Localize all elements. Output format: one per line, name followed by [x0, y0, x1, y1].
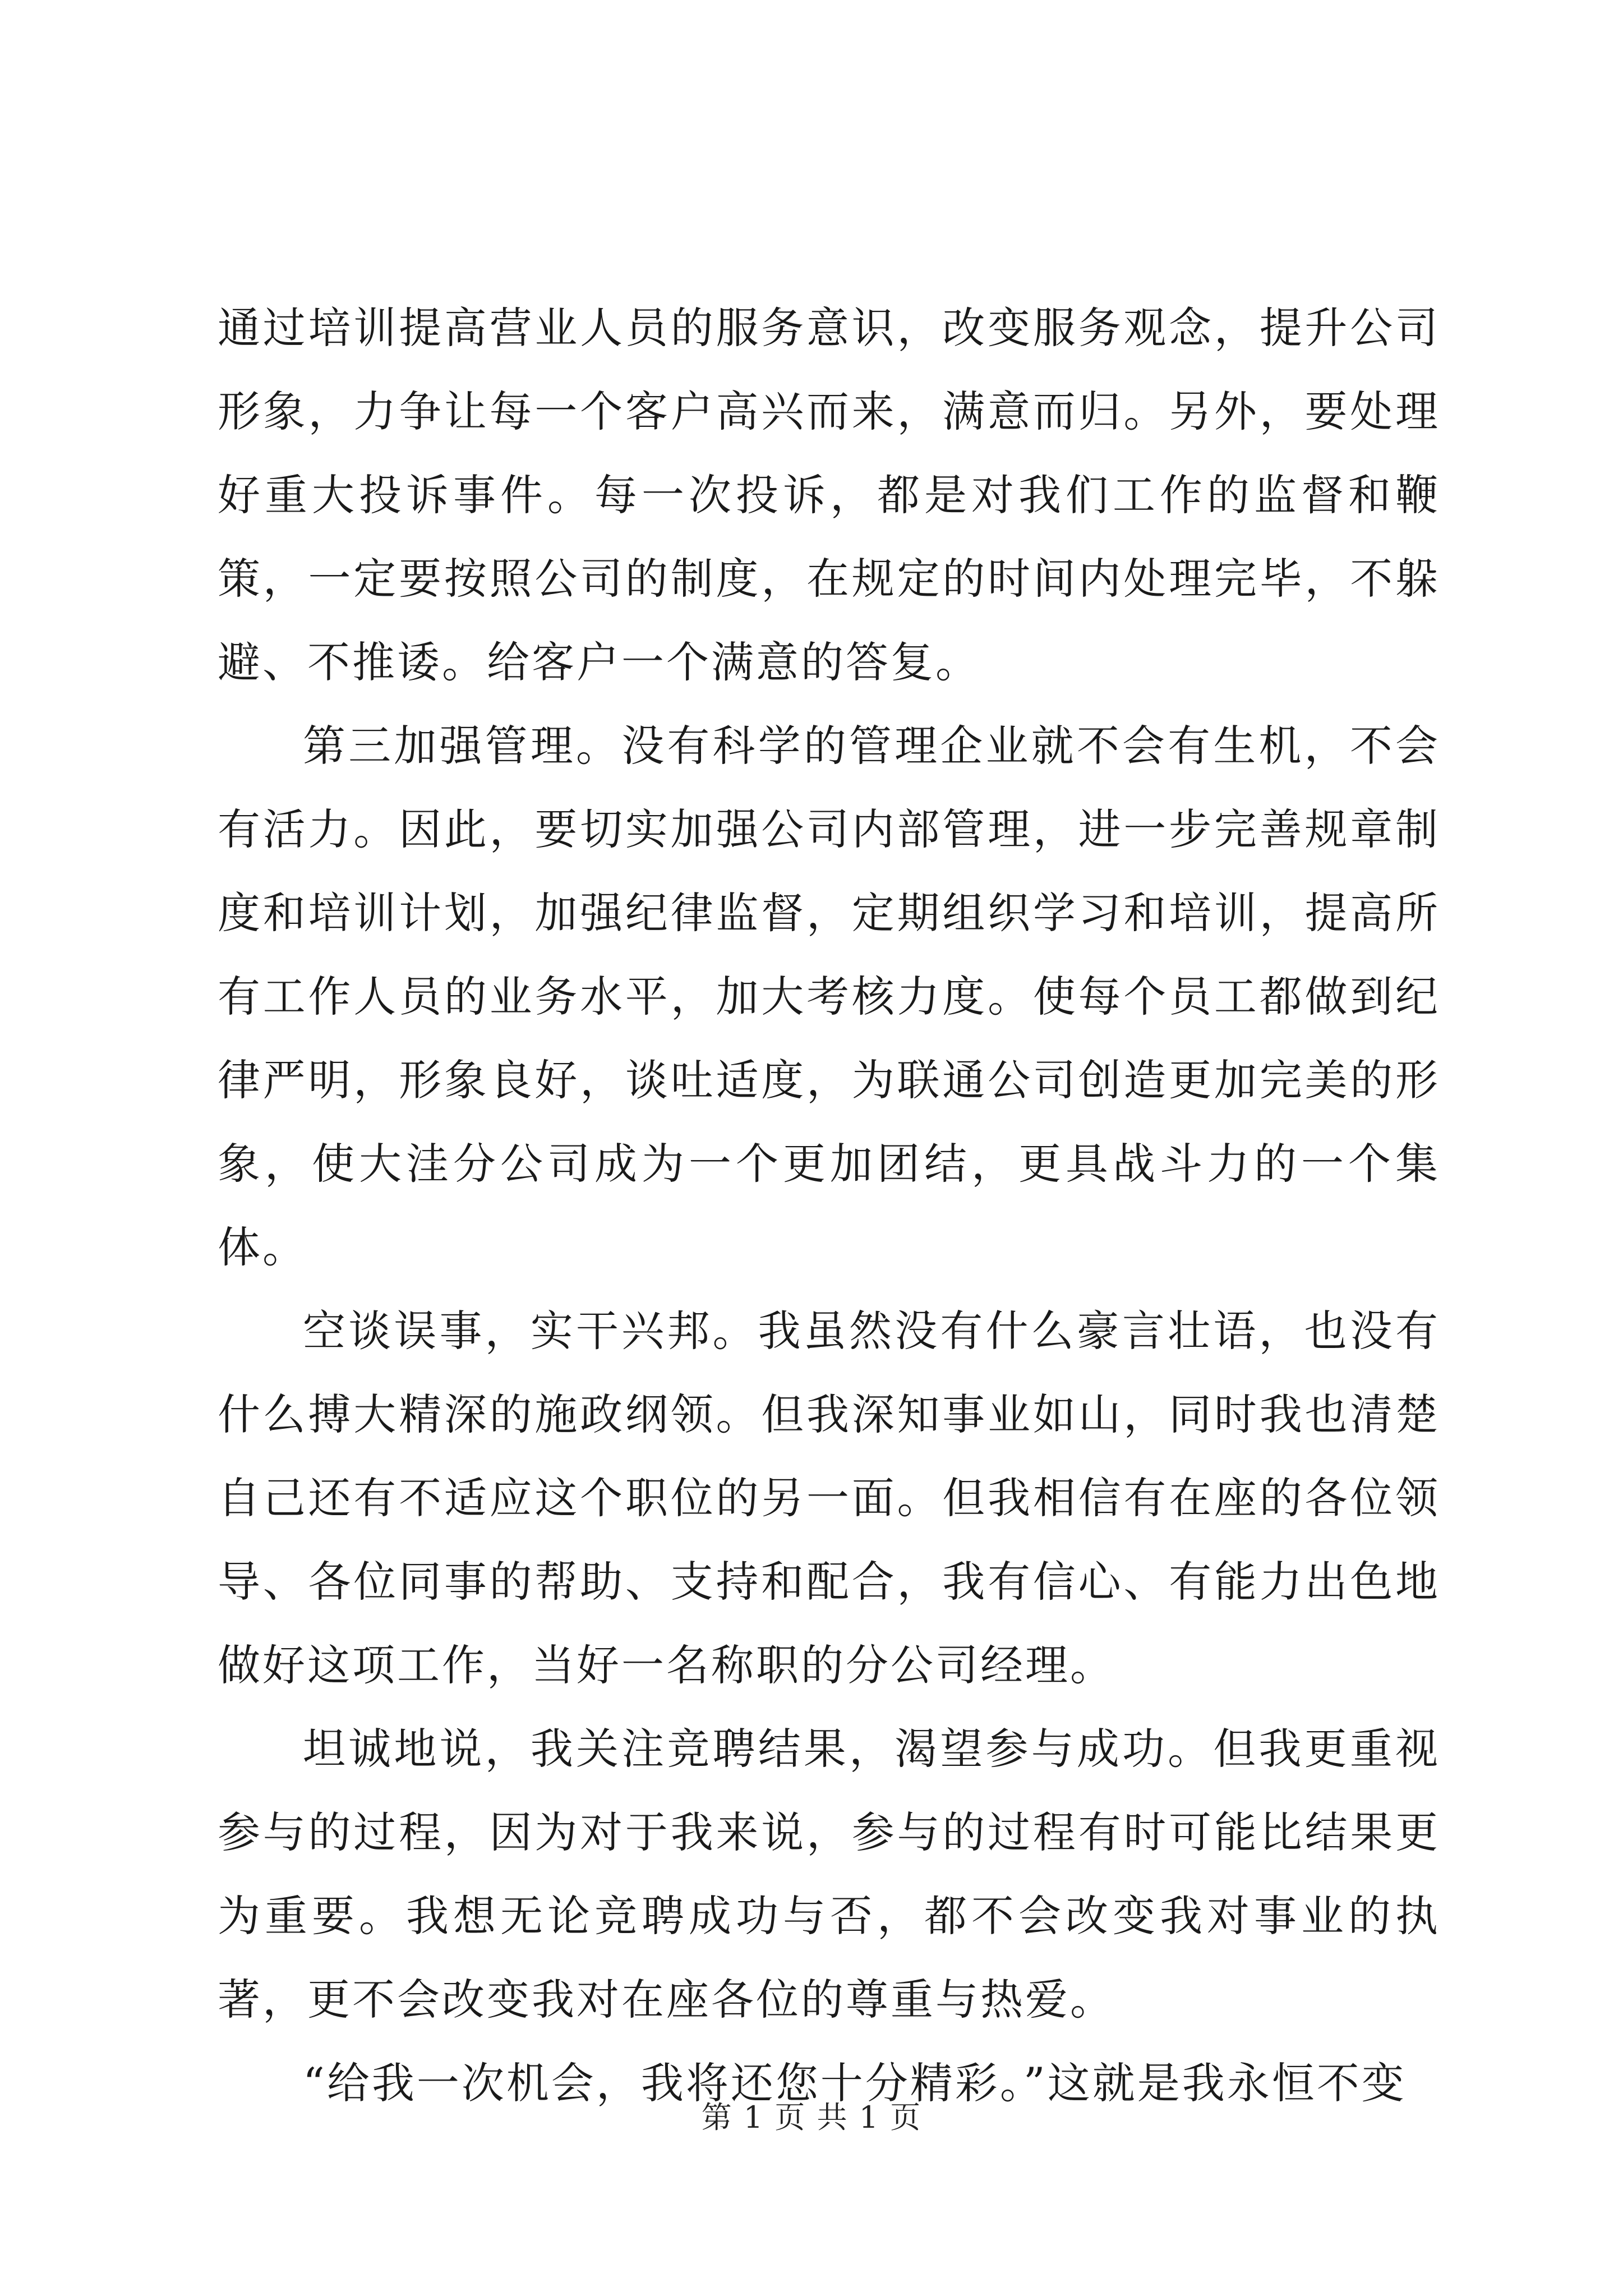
page-footer: 第 1 页 共 1 页 — [701, 2100, 922, 2135]
paragraph-4: 坦诚地说，我关注竞聘结果，渴望参与成功。但我更重视参与的过程，因为对于我来说，参与的过程有时可能比结果更为重要。我想无论竞聘成功与否，都不会改变我对事业的执著，更不会改变我对在座各位的尊重与热爱。 — [218, 1724, 1440, 2024]
body-text — [218, 286, 1440, 2125]
paragraph-2: 第三加强管理。没有科学的管理企业就不会有生机，不会有活力。因此，要切实加强公司内部管理，进一步完善规章制度和培训计划，加强纪律监督，定期组织学习和培训，提高所有工作人员的业务水平，加大考核力度。使每个员工都做到纪律严明，形象良好，谈吐适度，为联通公司创造更加完美的形象，使大洼分公司成为一个更加团结，更具战斗力的一个集体。 — [218, 721, 1440, 1272]
paragraph-3: 空谈误事，实干兴邦。我虽然没有什么豪言壮语，也没有什么搏大精深的施政纲领。但我深知事业如山，同时我也清楚自己还有不适应这个职位的另一面。但我相信有在座的各位领导、各位同事的帮助、支持和配合，我有信心、有能力出色地做好这项工作，当好一名称职的分公司经理。 — [218, 1306, 1440, 1690]
paragraph-5: “给我一次机会，我将还您十分精彩。”这就是我永恒不变 — [303, 2058, 1407, 2108]
paragraph-1: 通过培训提高营业人员的服务意识，改变服务观念，提升公司形象，力争让每一个客户高兴而来，满意而归。另外，要处理好重大投诉事件。每一次投诉，都是对我们工作的监督和鞭策，一定要按照公司的制度，在规定的时间内处理完毕，不躲避、不推诿。给客户一个满意的答复。 — [218, 303, 1440, 687]
